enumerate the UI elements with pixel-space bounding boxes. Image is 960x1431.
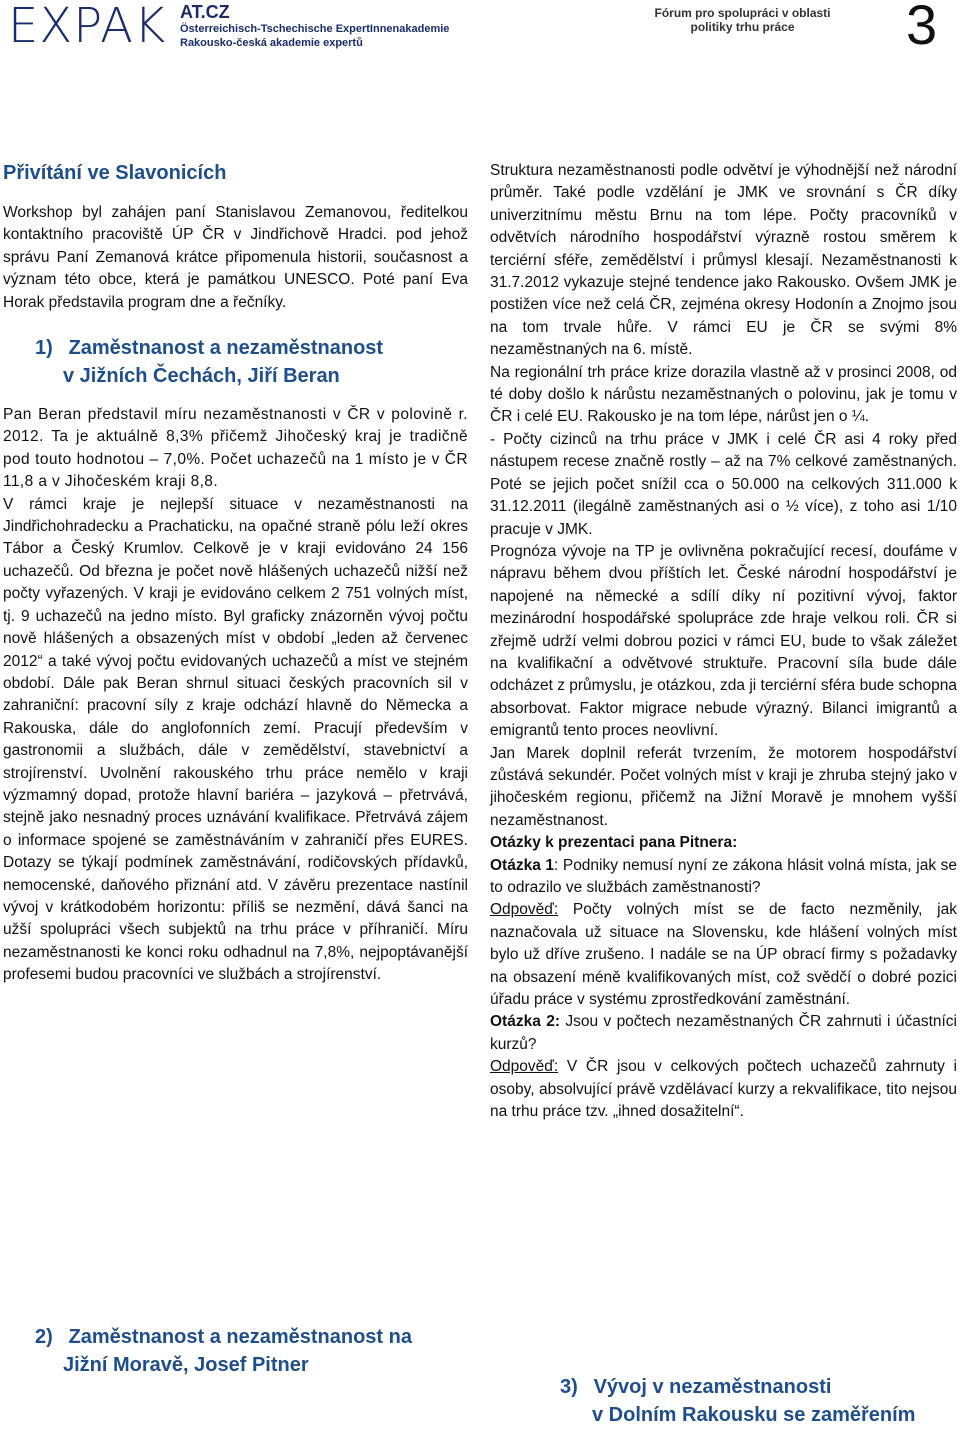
question-1-label: Otázka 1: [490, 856, 554, 874]
right-column: [490, 160, 957, 1123]
question-2: [490, 1011, 957, 1056]
section-3-number: 3): [560, 1376, 578, 1398]
right-paragraph-3: - Počty cizinců na trhu práce v JMK i celé ČR asi 4 roky před nástupem recese značně rostly – až na 7% celkové zaměstnaných. Poté se jejich počet snížil cca o 50.000 na celkových 311.000 k 31.12.2011 (ilegálně zaměstnaných asi o ½ více), z toho asi 1/10 pracuje v JMK.: [490, 430, 957, 538]
brand-line-2: Rakousko-česká akademie expertů: [180, 37, 363, 49]
section-1-heading: [3, 334, 468, 390]
section-1-paragraph-1: Pan Beran představil míru nezaměstnanosti v ČR v polovině r. 2012. Ta je aktuálně 8,3% přičemž Jihočeský kraj je tradičně pod touto hodnotou – 7,0%. Počet uchazečů na 1 místo je v ČR 11,8 a v Jihočeském kraji 8,8.: [3, 406, 468, 491]
right-paragraph-1: Struktura nezaměstnanosti podle odvětví je výhodnější než národní průměr. Také podle vzdělání je JMK ve srovnání s ČR díky univerzitnímu městu Brnu na tom lépe. Počty pracovníků v odvětvích národního hospodářství výrazně rostou směrem k terciérní sféře, zemědělství i průmysl klesají. Nezaměstnanosti k 31.7.2012 vykazuje stejné tendence jako Rakousko. Ovšem JMK je postižen více než celá ČR, zejména okresy Hodonín a Znojmo jsou na tom trvale hůře. V rámci EU je ČR se svými 8% nezaměstnaných na 6. místě.: [490, 162, 957, 359]
question-1-text: : Podniky nemusí nyní ze zákona hlásit volná místa, jak se to odrazilo ve službách zaměstnanosti?: [490, 856, 957, 896]
logo-text: EXPAK: [8, 0, 167, 54]
section-1-paragraph-2: V rámci kraje je nejlepší situace v nezaměstnanosti na Jindřichohradecku a Prachaticku, na opačné straně pólu leží okres Tábor a Český Krumlov. Celkově je v kraji evidováno 24 156 uchazečů. Od března je počet nově hlášených uchazečů nižší než počty vyřazených. V kraji je evidováno celkem 2 751 volných míst, tj. 9 uchazečů na jedno místo. Byl graficky znázorněn vývoj počtu nově hlášených a obsazených míst v období „leden až červenec 2012“ a také vývoj počtu evidovaných uchazečů a míst ve stejném období. Dále pak Beran shrnul situaci českých pracovních sil v zahraniční: pracovní síly z kraje odchází hlavně do Německa a Rakouska, dále do anglofonních zemí. Pracují především v gastronomii a službách, dále v zemědělství, stavebnictví a strojírenství. Uvolnění rakouského trhu práce nemělo v kraji výzmamný dopad, protože hlavní bariéra – jazyková – přetrvává, stejně jako nesnadný proces uznávání kvalifikace. Přetrvává zájem o informace spojené se zaměstnáváním v zahraničí přes EURES. Dotazy se týkají podmínek zaměstnávání, rodičovských přídavků, nemocenské, daňového přiznání atd. V závěru prezentace nastínil vývoj v krátkodobém horizontu: příliš se nezmění, dává šanci na užší spolupráci všech subjektů na trhu práce v příhraničí. Míru nezaměstnanosti ke konci roku odhadnul na 7,8%, nejpoptávanější profesemi budou pracovníci ve službách a strojírenství.: [3, 495, 468, 984]
section-1-title-line-2: v Jižních Čechách, Jiří Beran: [63, 365, 340, 388]
answer-1-text: Počty volných míst se de facto nezměnily, jak naznačovala už situace na Slovensku, kde hlášení volných míst bylo už dříve zrušeno. I nadále se na ÚP obrací firmy s požadavky na obsazení méně kvalifikovaných míst, což svědčí o dobré pozici úřadu práce v systému zprostředkování zaměstnání.: [490, 901, 957, 1009]
section-2-title-line-2: Jižní Moravě, Josef Pitner: [63, 1354, 309, 1376]
brand-title: AT.CZ: [180, 2, 230, 22]
brand-block: [180, 2, 449, 50]
section-2-title-line-1: Zaměstnanost a nezaměstnanost na: [68, 1326, 412, 1348]
right-paragraph-2: Na regionální trh práce krize dorazila vlastně až v prosinci 2008, od té doby došlo k nárůstu nezaměstnaných o polovinu, jak je tomu v ČR i celé EU. Rakousko je na tom lépe, nárůst jen o ¼.: [490, 363, 957, 426]
brand-line-1: Österreichisch-Tschechische ExpertInnenakademie: [180, 23, 450, 35]
section-title-welcome: Přivítání ve Slavonicích: [3, 162, 227, 184]
forum-line-2: politiky trhu práce: [690, 20, 795, 34]
answer-1-label: Odpověď:: [490, 901, 559, 919]
forum-title: [640, 6, 845, 34]
answer-1: [490, 899, 957, 1011]
question-1: [490, 855, 957, 900]
page-header: [0, 0, 960, 60]
answer-2-text: V ČR jsou v celkových počtech uchazečů zahrnuty i osoby, absolvující právě vzdělávací kurzy a rekvalifikace, tito nejsou na trhu práce tzv. „ihned dosažitelní“.: [490, 1058, 957, 1121]
section-3-title-line-1: Vývoj v nezaměstnanosti: [593, 1376, 832, 1398]
answer-2: [490, 1056, 957, 1123]
section-3-heading: [560, 1373, 960, 1429]
intro-paragraph: Workshop byl zahájen paní Stanislavou Zemanovou, ředitelkou kontaktního pracoviště ÚP ČR v Jindřichově Hradci. pod jehož správu Paní Zemanová krátce připomenula historii, současnost a význam této obce, která je památkou UNESCO. Poté paní Eva Horak představila program dne a řečníky.: [3, 204, 468, 311]
answer-2-label: Odpověď:: [490, 1058, 559, 1076]
section-1-title-line-1: Zaměstnanost a nezaměstnanost: [68, 337, 384, 360]
questions-heading: Otázky k prezentaci pana Pitnera:: [490, 834, 738, 852]
section-2-number: 2): [35, 1326, 53, 1348]
question-2-label: Otázka 2:: [490, 1013, 560, 1031]
section-1-number: 1): [35, 337, 53, 360]
section-2-heading: [3, 1323, 473, 1379]
page-number: 3: [906, 0, 938, 56]
section-3-title-line-2: v Dolním Rakousku se zaměřením: [592, 1404, 916, 1426]
right-paragraph-5: Jan Marek doplnil referát tvrzením, že motorem hospodářství zůstává sekundér. Počet volných míst v kraji je zhruba stejný jako v jihočeském regionu, přičemž na Jižní Moravě je mnohem vyšší nezaměstnanost.: [490, 744, 957, 829]
right-paragraph-4: Prognóza vývoje na TP je ovlivněna pokračující recesí, doufáme v nápravu během dvou příštích let. České národní hospodářství je napojené na německé a sdílí díky ní pozitivní vývoj, faktor mezinárodní hospodářské spolupráce zde hraje velkou roli. ČR si zřejmě udrží velmi dobrou pozici v rámci EU, bude to však záležet na kvalifikační a odvětvové struktuře. Pracovní síla bude dále odcházet z průmyslu, je otázkou, zda ji terciérní sféra bude schopna absorbovat. Faktor migrace nebude výrazný. Bilanci imigrantů a emigrantů tento proces neovlivní.: [490, 542, 957, 740]
left-column: [3, 160, 468, 987]
expak-logo: [6, 2, 176, 52]
question-2-text: Jsou v počtech nezaměstnaných ČR zahrnuti i účastníci kurzů?: [490, 1013, 957, 1053]
forum-line-1: Fórum pro spolupráci v oblasti: [654, 6, 831, 20]
